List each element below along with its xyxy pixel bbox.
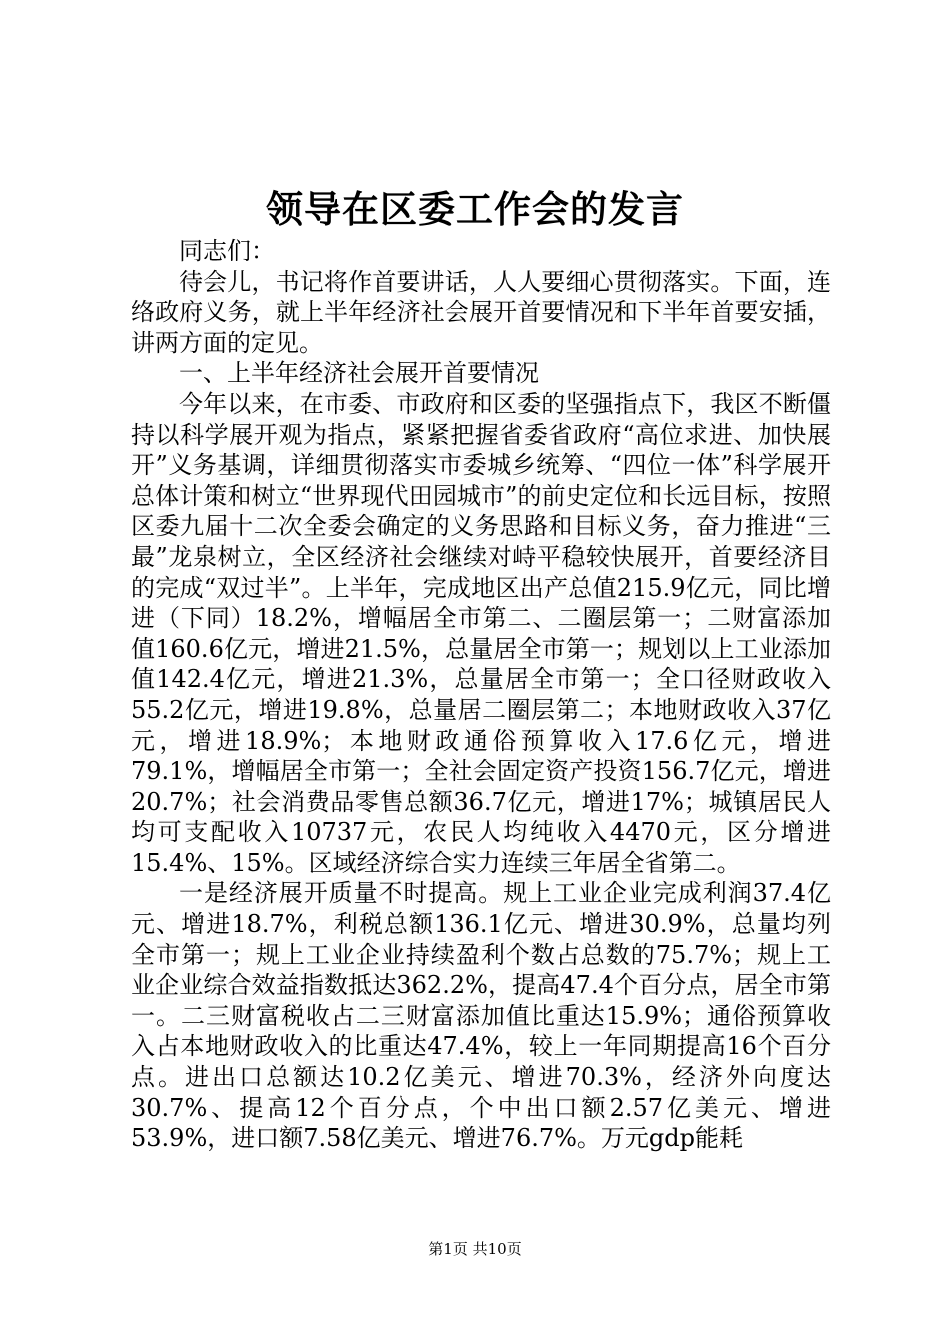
intro-paragraph: 待会儿，书记将作首要讲话，人人要细心贯彻落实。下面，连络政府义务，就上半年经济社会展开首要情况和下半年首要安插，讲两方面的定见。 [131,267,831,357]
salutation-paragraph: 同志们： [179,237,275,265]
section-heading: 一、上半年经济社会展开首要情况 [179,359,539,388]
page-footer: 第1页 共10页 [428,1240,522,1258]
quality-paragraph: 一是经济展开质量不时提高。规上工业企业完成利润37.4亿元、增进18.7%，利税总额136.1亿元、增进30.9%，总量均列全市第一；规上工业企业持续盈利个数占总数的75.7%；规上工业企业综合效益指数抵达362.2%，提高47.4个百分点，居全市第一。二三财富税收占二三财富添加值比重达15.9%；通俗预算收入占本地财政收入的比重达47.4%，较上一年同期提高16个百分点。进出口总额达10.2亿美元、增进70.3%，经济外向度达30.7%、提高12个百分点，个中出口额2.57亿美元、增进53.9%，进口额7.58亿美元、增进76.7%。万元gdp能耗 [131,879,831,1153]
document-title: 领导在区委工作会的发言 [266,187,684,231]
overview-paragraph: 今年以来，在市委、市政府和区委的坚强指点下，我区不断僵持以科学展开观为指点，紧紧把握省委省政府“高位求进、加快展开”义务基调，详细贯彻落实市委城乡统筹、“四位一体”科学展开总体计策和树立“世界现代田园城市”的前史定位和长远目标，按照区委九届十二次全委会确定的义务思路和目标义务，奋力推进“三最”龙泉树立，全区经济社会继续对峙平稳较快展开，首要经济目的完成“双过半”。上半年，完成地区出产总值215.9亿元，同比增进（下同）18.2%，增幅居全市第二、二圈层第一；二财富添加值160.6亿元，增进21.5%，总量居全市第一；规划以上工业添加值142.4亿元，增进21.3%，总量居全市第一；全口径财政收入55.2亿元，增进19.8%，总量居二圈层第二；本地财政收入37亿元，增进18.9%；本地财政通俗预算收入17.6亿元，增进79.1%，增幅居全市第一；全社会固定资产投资156.7亿元，增进20.7%；社会消费品零售总额36.7亿元，增进17%；城镇居民人均可支配收入10737元，农民人均纯收入4470元，区分增进15.4%、15%。区域经济综合实力连续三年居全省第二。 [131,389,831,877]
document-body [131,236,831,1154]
